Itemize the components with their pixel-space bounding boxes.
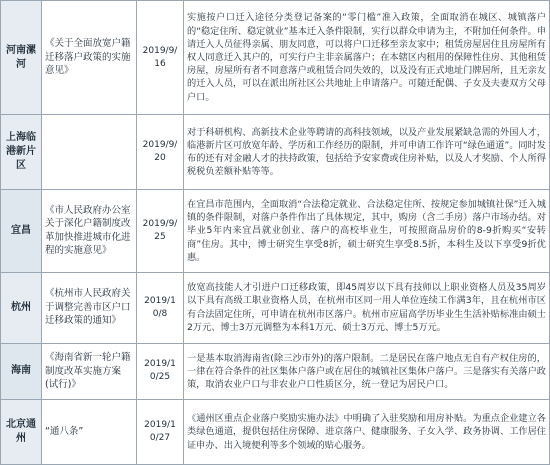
- city-cell: 北京通州: [1, 400, 42, 465]
- policy-content-cell: 对于科研机构、高新技术企业等聘请的高科技领域，以及产业发展紧缺急需的外国人才，临港新片区可放宽年龄、学历和工作经历的限制，并可申请工作许可“绿色通道”。同时发布的还有对金融人才的扶持政策，包括给予安家费或住房补贴，以及人才奖励、个人所得税税负差额补贴等等。: [184, 115, 550, 190]
- city-cell: 河南漯河: [1, 1, 42, 115]
- date-cell: 2019/9/25: [137, 190, 184, 272]
- document-cell: 《关于全面放宽户籍迁移落户政策的实施意见》: [42, 1, 137, 115]
- policy-content-cell: 放宽高技能人才引进户口迁移政策，即45周岁以下具有技师以上职业资格人员及35周岁以下具有高级工职业资格人员，在杭州市区同一用人单位连续工作满3年，且在杭州市区有合法固定住所，可申请在杭州市区落户。杭州市应届高学历毕业生生活补贴标准由硕士2万元、博士3万元调整为本科1万元、硕士3万元、博士5万元。: [184, 272, 550, 343]
- date-cell: 2019/10/8: [137, 272, 184, 343]
- date-cell: 2019/9/16: [137, 1, 184, 115]
- policy-content-cell: 实施按户口迁入途径分类登记备案的“零门槛”准入政策，全面取消在城区、城镇落户的“稳定住所、稳定就业”基本迁入条件限制，实行以群众申请为主，不附加任何条件。申请迁入人员征得亲属、朋友同意，可以将户口迁移至亲友家中；租赁房屋居住且房屋所有权人同意迁入其户的，可实行户主非亲属落户；在本辖区内租用的保障性住房、其他租赁房屋，房屋所有者不同意落户或租赁合同失效的，以及没有正式地址门牌居所，且无亲友的迁入人员，可以在派出所社区公共地址上申请落户。可随迁配偶、子女及夫妻双方父母户口。: [184, 1, 550, 115]
- date-cell: 2019/10/27: [137, 400, 184, 465]
- date-cell: 2019/10/25: [137, 343, 184, 400]
- date-cell: 2019/9/20: [137, 115, 184, 190]
- table-row: [1, 400, 550, 465]
- policy-content-cell: 一是基本取消海南省(除三沙市外)的落户限制。二是居民在落户地点无自有产权住房的，一律在符合条件的社区集体户落户或在居住的城镇社区集体户落户。三是落实有关落户政策，取消农业户口与非农业户口性质区分，统一登记为居民户口。: [184, 343, 550, 400]
- document-cell: 《市人民政府办公室关于深化户籍制度改革加快推进城市化进程的实施意见》: [42, 190, 137, 272]
- table-row: [1, 272, 550, 343]
- city-cell: 宜昌: [1, 190, 42, 272]
- policy-content-cell: 《通州区重点企业落户奖励实施办法》中明确了入驻奖励和用房补贴。为重点企业建立各类绿色通道，提供包括住房保障、进京落户、健康服务、子女入学、政务协调、工作居住证申办、出入境便利等多个领域的贴心服务。: [184, 400, 550, 465]
- document-cell: “通八条”: [42, 400, 137, 465]
- document-cell: [42, 115, 137, 190]
- table-row: [1, 115, 550, 190]
- city-cell: 海南: [1, 343, 42, 400]
- table-row: [1, 190, 550, 272]
- city-cell: 杭州: [1, 272, 42, 343]
- document-cell: 《海南省新一轮户籍制度改革实施方案(试行)》: [42, 343, 137, 400]
- document-cell: 《杭州市人民政府关于调整完善市区户口迁移政策的通知》: [42, 272, 137, 343]
- policy-content-cell: 在宜昌市范围内，全面取消“合法稳定就业、合法稳定住所、按规定参加城镇社保”迁入城镇的条件限制，对落户条件作出了具体规定，其中，购房（含二手房）落户市场办结。对毕业5年内来宜昌就业创业、落户的高校毕业生，可按照商品房价的8-9折购买“安转商”住房。其中，博士研究生享受8折，硕士研究生享受8.5折，本科生及以下享受9折优惠。: [184, 190, 550, 272]
- table-row: [1, 343, 550, 400]
- table-row: [1, 1, 550, 115]
- city-cell: 上海临港新片区: [1, 115, 42, 190]
